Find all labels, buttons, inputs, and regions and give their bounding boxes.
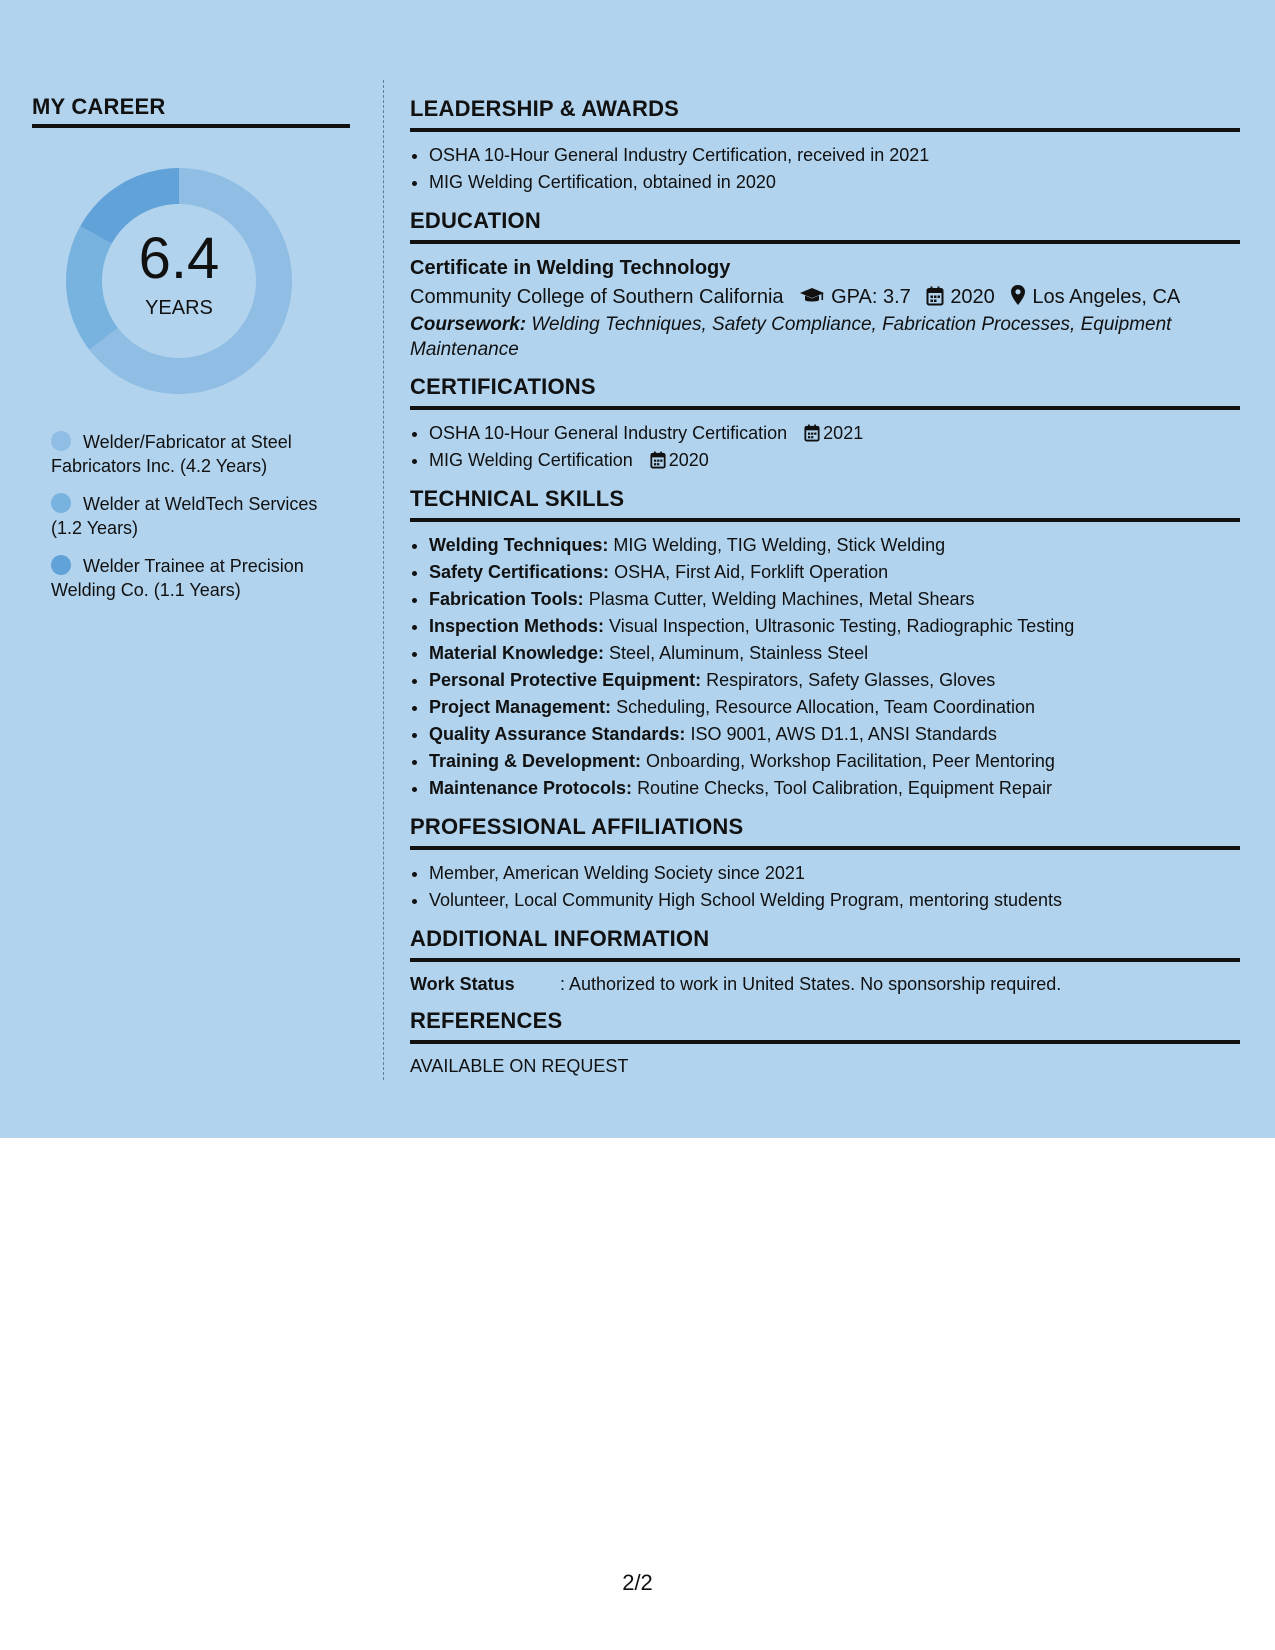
- skill-label: Project Management:: [429, 697, 612, 717]
- skills-list: [410, 532, 1240, 802]
- list-item: [429, 775, 1240, 802]
- list-item: • OSHA 10-Hour General Industry Certification, received in 2021: [429, 142, 1240, 169]
- skill-value: Onboarding, Workshop Facilitation, Peer Mentoring: [646, 751, 1055, 771]
- skills-section: [410, 488, 1240, 802]
- career-role-label: Welder Trainee at Precision Welding Co. (1.1 Years): [51, 556, 304, 600]
- career-role-label: Welder at WeldTech Services (1.2 Years): [51, 494, 318, 538]
- education-gpa: GPA: 3.7: [831, 286, 911, 308]
- skill-value: ISO 9001, AWS D1.1, ANSI Standards: [690, 724, 997, 744]
- list-item: [429, 721, 1240, 748]
- list-item: [429, 586, 1240, 613]
- calendar-icon: [650, 451, 666, 469]
- career-legend-item: [51, 492, 341, 540]
- career-legend-item: [51, 430, 341, 478]
- affiliations-list: [410, 860, 1240, 914]
- skill-label: Quality Assurance Standards:: [429, 724, 686, 744]
- list-item: • MIG Welding Certification, obtained in 2020: [429, 169, 1240, 196]
- list-item: [429, 532, 1240, 559]
- list-item: [429, 748, 1240, 775]
- list-item: • Volunteer, Local Community High School Welding Program, mentoring students: [429, 887, 1240, 914]
- career-donut-chart: [64, 166, 294, 396]
- affiliations-section: [410, 816, 1240, 914]
- list-item: [429, 613, 1240, 640]
- career-total-unit: YEARS: [145, 297, 213, 319]
- education-location: Los Angeles, CA: [1032, 286, 1181, 308]
- education-section: [410, 210, 1240, 362]
- skill-value: Plasma Cutter, Welding Machines, Metal Shears: [588, 589, 975, 609]
- education-school: Community College of Southern California: [410, 286, 784, 308]
- work-status-label: Work Status: [410, 974, 515, 994]
- skill-value: MIG Welding, TIG Welding, Stick Welding: [613, 535, 946, 555]
- main-content: [410, 98, 1240, 1091]
- skill-value: Scheduling, Resource Allocation, Team Coordination: [616, 697, 1035, 717]
- references-heading: REFERENCES: [410, 1010, 1240, 1044]
- education-year: 2020: [950, 286, 995, 308]
- column-divider: [383, 80, 384, 1080]
- education-degree: Certificate in Welding Technology: [410, 257, 731, 279]
- legend-dot: [51, 555, 71, 575]
- career-legend-item: [51, 554, 341, 602]
- calendar-icon: [804, 424, 820, 442]
- skill-label: Safety Certifications:: [429, 562, 610, 582]
- list-item: [429, 640, 1240, 667]
- page-number: 2/2: [622, 1570, 653, 1595]
- skills-heading: TECHNICAL SKILLS: [410, 488, 1240, 522]
- list-item: [429, 694, 1240, 721]
- certification-name: OSHA 10-Hour General Industry Certification: [429, 423, 788, 443]
- career-sidebar: [32, 96, 350, 616]
- list-item: [429, 667, 1240, 694]
- additional-section: [410, 928, 1240, 996]
- list-item: [429, 420, 1240, 447]
- certifications-heading: CERTIFICATIONS: [410, 376, 1240, 410]
- calendar-icon: [926, 286, 944, 306]
- leadership-heading: LEADERSHIP & AWARDS: [410, 98, 1240, 132]
- career-heading: MY CAREER: [32, 96, 350, 128]
- legend-dot: [51, 493, 71, 513]
- certifications-section: [410, 376, 1240, 474]
- legend-dot: [51, 431, 71, 451]
- skill-label: Welding Techniques:: [429, 535, 609, 555]
- coursework-label: Coursework:: [410, 314, 527, 335]
- graduation-cap-icon: [799, 286, 825, 306]
- skill-value: Visual Inspection, Ultrasonic Testing, Radiographic Testing: [609, 616, 1075, 636]
- additional-heading: ADDITIONAL INFORMATION: [410, 928, 1240, 962]
- certifications-list: [410, 420, 1240, 474]
- skill-label: Personal Protective Equipment:: [429, 670, 702, 690]
- skill-value: OSHA, First Aid, Forklift Operation: [614, 562, 889, 582]
- skill-value: Steel, Aluminum, Stainless Steel: [609, 643, 869, 663]
- references-section: [410, 1010, 1240, 1077]
- skill-label: Maintenance Protocols:: [429, 778, 633, 798]
- coursework-value: Welding Techniques, Safety Compliance, Fabrication Processes, Equipment Maintenance: [410, 314, 1172, 360]
- skill-label: Inspection Methods:: [429, 616, 604, 636]
- work-status-value: : Authorized to work in United States. No sponsorship required.: [560, 974, 1062, 994]
- certification-year: 2021: [823, 423, 864, 443]
- education-heading: EDUCATION: [410, 210, 1240, 244]
- skill-label: Material Knowledge:: [429, 643, 605, 663]
- career-legend: [51, 430, 341, 602]
- list-item: [429, 447, 1240, 474]
- leadership-section: [410, 98, 1240, 196]
- certification-year: 2020: [668, 450, 709, 470]
- education-coursework: [410, 312, 1240, 362]
- skill-value: Respirators, Safety Glasses, Gloves: [706, 670, 996, 690]
- list-item: • Member, American Welding Society since 2021: [429, 860, 1240, 887]
- skill-value: Routine Checks, Tool Calibration, Equipment Repair: [637, 778, 1052, 798]
- career-total-years: 6.4: [138, 226, 220, 291]
- education-details: [410, 282, 1240, 312]
- list-item: [429, 559, 1240, 586]
- skill-label: Fabrication Tools:: [429, 589, 584, 609]
- map-pin-icon: [1010, 284, 1026, 306]
- work-status-row: [410, 972, 1240, 996]
- skill-label: Training & Development:: [429, 751, 642, 771]
- career-role-label: Welder/Fabricator at Steel Fabricators Inc. (4.2 Years): [51, 432, 292, 476]
- leadership-list: [410, 142, 1240, 196]
- certification-name: MIG Welding Certification: [429, 450, 633, 470]
- references-text: AVAILABLE ON REQUEST: [410, 1056, 629, 1076]
- affiliations-heading: PROFESSIONAL AFFILIATIONS: [410, 816, 1240, 850]
